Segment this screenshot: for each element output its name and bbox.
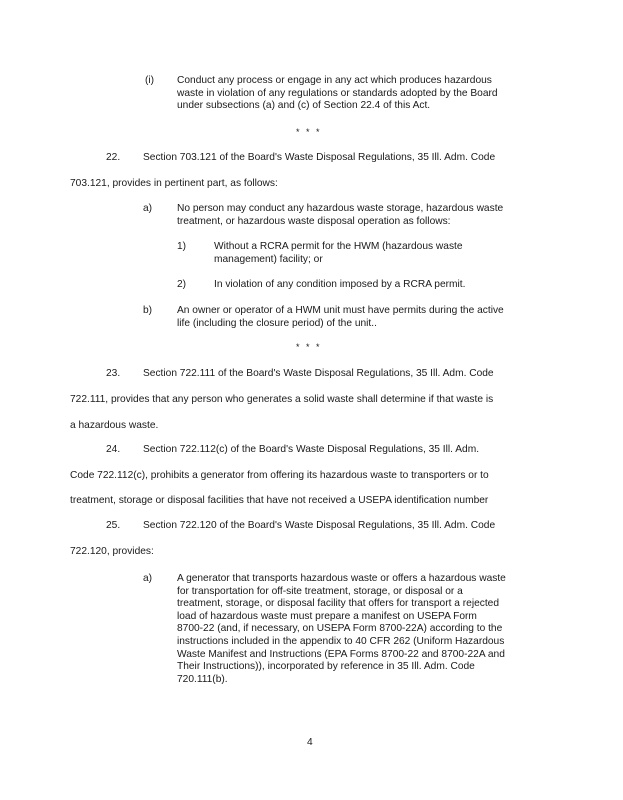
p25-a-line: 8700-22 (and, if necessary, on USEPA Form 8700-22A) according to the xyxy=(177,623,503,635)
p23-line: Section 722.111 of the Board's Waste Disposal Regulations, 35 Ill. Adm. Code xyxy=(143,368,494,379)
p22-b-line: An owner or operator of a HWM unit must have permits during the active xyxy=(177,305,504,316)
p25-a-line: Waste Manifest and Instructions (EPA Forms 8700-22 and 8700-22A and xyxy=(177,648,505,660)
p22-a1-line: Without a RCRA permit for the HWM (hazardous waste xyxy=(214,241,463,252)
p22-b-marker: b) xyxy=(143,305,153,316)
p25-a-text xyxy=(177,573,506,686)
p23-line: 722.111, provides that any person who generates a solid waste shall determine if that waste is xyxy=(70,394,494,405)
p25-a-line: instructions included in the appendix to 40 CFR 262 (Uniform Hazardous xyxy=(177,635,505,647)
p25-number: 25. xyxy=(106,520,121,531)
ellipsis-1: * * * xyxy=(296,127,322,137)
p22-a-marker: a) xyxy=(143,203,153,214)
p22-a2-line: In violation of any condition imposed by a RCRA permit. xyxy=(214,279,466,290)
p22-a-text xyxy=(177,203,503,228)
page-number: 4 xyxy=(307,737,313,748)
p22-number: 22. xyxy=(106,152,121,163)
p22-a-line: treatment, or hazardous waste disposal operation as follows: xyxy=(177,215,451,227)
p22-line: 703.121, provides in pertinent part, as follows: xyxy=(70,178,278,189)
p25-a-line: treatment, storage, or disposal facility that offers for transport a rejected xyxy=(177,598,500,610)
p24-line: Section 722.112(c) of the Board's Waste Disposal Regulations, 35 Ill. Adm. xyxy=(143,444,480,455)
p25-a-line: load of hazardous waste must prepare a manifest on USEPA Form xyxy=(177,610,477,622)
p24-number: 24. xyxy=(106,444,121,455)
p22-a1-line: management) facility; or xyxy=(214,253,323,265)
p25-a-line: for transportation for off-site treatment, storage, or disposal or a xyxy=(177,585,463,597)
p25-line: 722.120, provides: xyxy=(70,546,154,557)
p22-b-line: life (including the closure period) of the unit.. xyxy=(177,317,377,329)
p25-line: Section 722.120 of the Board's Waste Disposal Regulations, 35 Ill. Adm. Code xyxy=(143,520,496,531)
p24-line: treatment, storage or disposal facilities that have not received a USEPA identification number xyxy=(70,495,489,506)
p25-a-marker: a) xyxy=(143,573,153,584)
p25-a-line: Their Instructions)), incorporated by reference in 35 Ill. Adm. Code xyxy=(177,661,475,673)
p22-b-text xyxy=(177,305,504,330)
p22-a2-marker: 2) xyxy=(177,279,187,290)
item-i-line: waste in violation of any regulations or standards adopted by the Board xyxy=(177,87,498,99)
p23-number: 23. xyxy=(106,368,121,379)
p22-line: Section 703.121 of the Board's Waste Disposal Regulations, 35 Ill. Adm. Code xyxy=(143,152,496,163)
item-i-line: Conduct any process or engage in any act which produces hazardous xyxy=(177,75,492,86)
p25-a-line: 720.111(b). xyxy=(177,673,228,685)
p22-a-line: No person may conduct any hazardous waste storage, hazardous waste xyxy=(177,203,504,214)
ellipsis-2: * * * xyxy=(296,342,322,352)
item-i-text xyxy=(177,75,498,113)
p22-a1-text xyxy=(214,241,463,266)
p22-a1-marker: 1) xyxy=(177,241,187,252)
item-i-marker: (i) xyxy=(145,75,155,86)
item-i-line: under subsections (a) and (c) of Section 22.4 of this Act. xyxy=(177,100,431,112)
p23-line: a hazardous waste. xyxy=(70,420,159,431)
p25-a-line: A generator that transports hazardous waste or offers a hazardous waste xyxy=(177,573,506,584)
p24-line: Code 722.112(c), prohibits a generator from offering its hazardous waste to transporters or to xyxy=(70,470,489,481)
